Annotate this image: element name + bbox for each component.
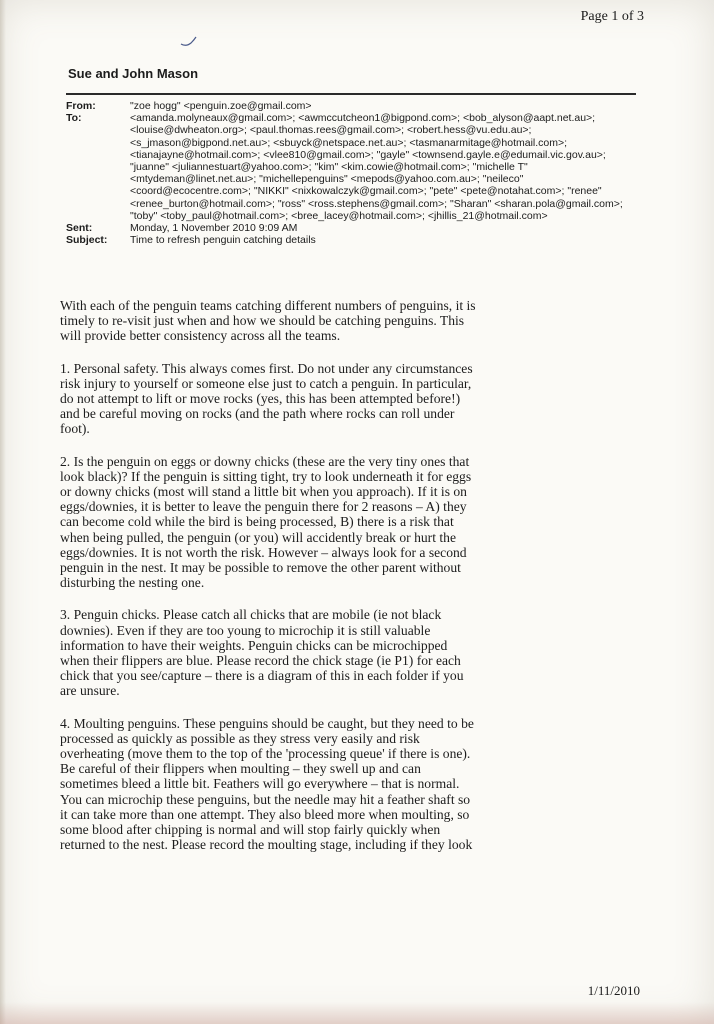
intro-paragraph: With each of the penguin teams catching different numbers of penguins, it is timely to re-visit just when and how we should be catching penguins. This will provide better consistency across all the teams. [60, 298, 476, 344]
email-body [60, 298, 476, 870]
from-value: "zoe hogg" <penguin.zoe@gmail.com> [130, 100, 312, 112]
footer-date: 1/11/2010 [587, 983, 640, 998]
sent-label: Sent: [66, 222, 93, 235]
page-edge-shadow [0, 0, 6, 1024]
pen-mark-icon [180, 35, 198, 47]
header-divider [66, 93, 636, 95]
subject-label: Subject: [66, 234, 108, 247]
paragraph-penguin-chicks: 3. Penguin chicks. Please catch all chicks that are mobile (ie not black downies). Even if they are too young to microchip it is still valuable information to have their weights. Penguin chicks can be microchipped when their flippers are blue. Please record the chick stage (ie P1) for each chick that you see/capture – there is a diagram of this in each folder if you are unsure. [60, 607, 464, 699]
to-label: To: [66, 112, 82, 125]
mailbox-owner: Sue and John Mason [68, 66, 199, 81]
subject-row [66, 234, 646, 246]
page-number: Page 1 of 3 [580, 9, 644, 24]
to-value: <amanda.molyneaux@gmail.com>; <awmccutcheon1@bigpond.com>; <bob_alyson@aapt.net.au>; <louise@dwheaton.org>; <paul.thomas.rees@gmail.com>; <robert.hess@vu.edu.au>; <s_jmason@bigpond.net.au>; <sbuyck@netspace.net.au>; <tasmanarmitage@hotmail.com>; <tianajayne@hotmail.com>; <vlee810@gmail.com>; "gayle" <townsend.gayle.e@edumail.vic.gov.au>; "juanne" <juliannestuart@yahoo.com>; "kim" <kim.cowie@hotmail.com>; "michelle T" <mtydeman@linet.net.au>; "michellepenguins" <mepods@yahoo.com.au>; "neileco" <coord@ecocentre.com>; "NIKKI" <nixkowalczyk@gmail.com>; "pete" <pete@notahat.com>; "renee" <renee_burton@hotmail.com>; "ross" <ross.stephens@gmail.com>; "Sharan" <sharan.pola@gmail.com>; "toby" <toby_paul@hotmail.com>; <bree_lacey@hotmail.com>; <jhillis_21@hotmail.com> [130, 112, 623, 222]
paragraph-personal-safety: 1. Personal safety. This always comes first. Do not under any circumstances risk injury to yourself or someone else just to catch a penguin. In particular, do not attempt to lift or move rocks (yes, this has been attempted before!) and be careful moving on rocks (and the path where rocks can roll under foot). [60, 360, 473, 437]
paragraph-eggs-downy-chicks: 2. Is the penguin on eggs or downy chicks (these are the very tiny ones that look black)? If the penguin is sitting tight, try to look underneath it for eggs or downy chicks (most will stand a little bit when you approach). If it is on eggs/downies, it is better to leave the penguin there for 2 reasons – A) they can become cold while the bird is being processed, B) there is a risk that when being pulled, the penguin (or you) will accidently break or hurt the eggs/downies. It is not worth the risk. However – always look for a second penguin in the nest. It may be possible to remove the other parent without disturbing the nesting one. [60, 453, 472, 591]
sent-row [66, 222, 646, 234]
paragraph-moulting-penguins: 4. Moulting penguins. These penguins should be caught, but they need to be processed as quickly as possible as they stress very easily and risk overheating (move them to the top of the 'processing queue' if there is one). Be careful of their flippers when moulting – they swell up and can sometimes bleed a little bit. Feathers will go everywhere – that is normal. You can microchip these penguins, but the needle may hit a feather shaft so it can take more than one attempt. They also bleed more when moulting, so some blood after chipping is normal and will stop fairly quickly when returned to the nest. Please record the moulting stage, including if they look [60, 715, 474, 853]
to-row [66, 112, 646, 222]
email-header [66, 100, 646, 246]
sent-value: Monday, 1 November 2010 9:09 AM [130, 222, 298, 235]
from-label: From: [66, 100, 96, 112]
paper-bottom-stain [0, 1002, 714, 1024]
subject-value: Time to refresh penguin catching details [130, 234, 316, 247]
from-row [66, 100, 646, 112]
